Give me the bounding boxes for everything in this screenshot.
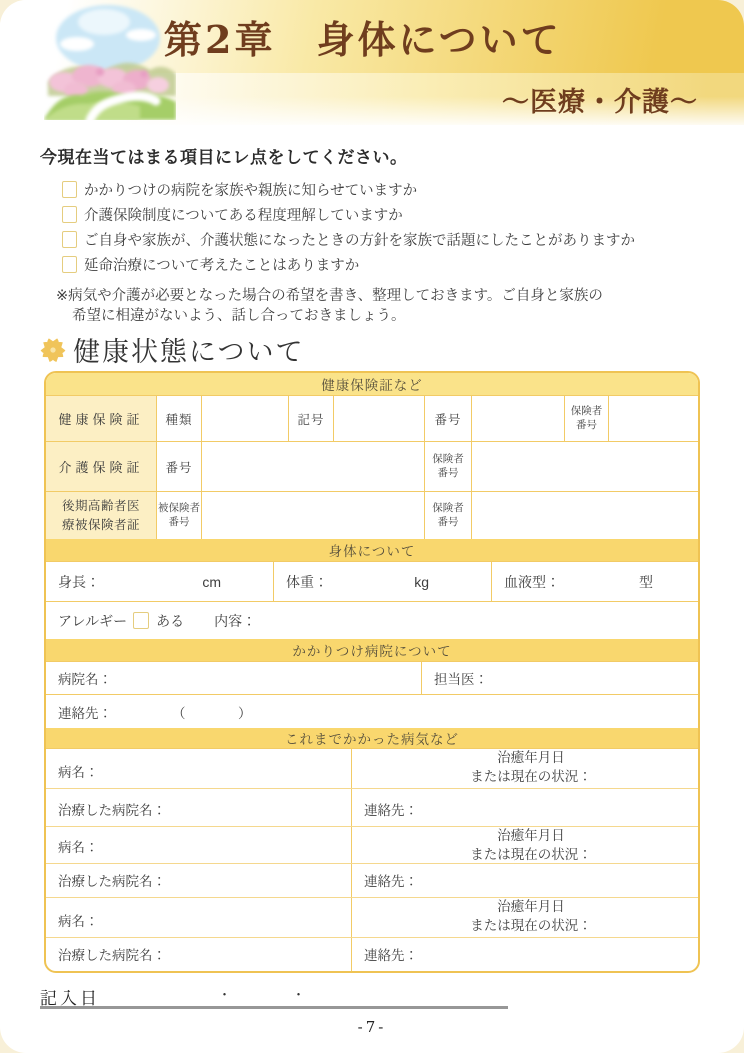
- blood-type-field[interactable]: [491, 562, 698, 601]
- paren-open: （: [172, 705, 186, 721]
- treated-hospital-field[interactable]: 治療した病院名：: [58, 948, 166, 963]
- number-label: 番号: [424, 396, 471, 441]
- checklist-item-label: 介護保険制度についてある程度理解していますか: [84, 208, 403, 224]
- number-field[interactable]: [471, 396, 564, 441]
- disease-row: [46, 826, 698, 863]
- blood-type-label: 血液型：: [504, 573, 560, 590]
- body-measurements-row: [46, 561, 698, 601]
- hospital-row: [46, 661, 698, 694]
- care-insurer-number-label: 保険者番号: [424, 442, 471, 491]
- checklist-item: [40, 227, 712, 252]
- treated-hospital-row: [46, 788, 698, 826]
- height-label: 身長：: [58, 573, 100, 590]
- care-number-label: 番号: [156, 442, 201, 491]
- cured-date-field[interactable]: 治癒年月日 または現在の状況：: [351, 827, 698, 863]
- cured-date-field[interactable]: 治癒年月日 または現在の状況：: [351, 898, 698, 937]
- band-disease: これまでかかった病気など: [46, 728, 698, 748]
- weight-label: 体重：: [286, 573, 328, 590]
- allergy-field[interactable]: [46, 602, 698, 639]
- insured-number-label: 被保険者番号: [156, 492, 201, 539]
- health-form-table: [44, 371, 700, 973]
- allergy-checkbox[interactable]: [133, 612, 149, 629]
- note-line: 希望に相違がないよう、話し合っておきましょう。: [72, 308, 406, 324]
- checklist-section: [40, 143, 712, 326]
- care-number-field[interactable]: [201, 442, 424, 491]
- checklist-item-label: 延命治療について考えたことはありますか: [84, 258, 360, 274]
- disease-row: [46, 897, 698, 937]
- paren-close: ）: [238, 705, 252, 721]
- checklist-item-label: かかりつけの病院を家族や親族に知らせていますか: [84, 183, 418, 199]
- checklist-note: [40, 286, 712, 326]
- treated-hospital-row: [46, 863, 698, 897]
- disease-contact-field[interactable]: 連絡先：: [351, 938, 698, 971]
- checklist-item: [40, 252, 712, 277]
- kind-field[interactable]: [201, 396, 288, 441]
- insured-number-field[interactable]: [201, 492, 424, 539]
- chapter-title: 第2章 身体について: [164, 17, 562, 62]
- page-number: -7-: [357, 1018, 387, 1036]
- cured-date-field[interactable]: 治癒年月日 または現在の状況：: [351, 749, 698, 788]
- allergy-option-label: ある: [156, 612, 185, 629]
- disease-name-field[interactable]: 病名：: [58, 840, 99, 855]
- elderly-insurance-row: [46, 491, 698, 539]
- band-body: 身体について: [46, 539, 698, 561]
- note-line: ※病気や介護が必要となった場合の希望を書き、整理しておきます。ご自身と家族の: [56, 288, 603, 304]
- elderly-insurance-label: 後期高齢者医療被保険者証: [46, 492, 156, 539]
- contact-label: 連絡先：: [58, 705, 112, 721]
- care-insurance-label: 介護保険証: [46, 442, 156, 491]
- hospital-name-field[interactable]: 病院名：: [58, 672, 112, 687]
- disease-name-field[interactable]: 病名：: [58, 914, 99, 929]
- date-separator-dot: ・: [292, 987, 306, 1002]
- section-title: [38, 330, 304, 369]
- health-insurance-label: 健康保険証: [46, 396, 156, 441]
- weight-field[interactable]: [273, 562, 491, 601]
- fill-date-label: 記入日: [40, 989, 100, 1008]
- symbol-field[interactable]: [333, 396, 424, 441]
- insurer-number-field[interactable]: [608, 396, 698, 441]
- checklist-item: [40, 202, 712, 227]
- chapter-subtitle: ～医療・介護～: [502, 86, 698, 118]
- hospital-contact-row: [46, 694, 698, 728]
- care-insurance-row: [46, 441, 698, 491]
- insurer-number-label: 保険者番号: [564, 396, 608, 441]
- checkbox[interactable]: [62, 181, 77, 198]
- disease-name-field[interactable]: 病名：: [58, 765, 99, 780]
- checklist-item-label: ご自身や家族が、介護状態になったときの方針を家族で話題にしたことがありますか: [84, 233, 635, 249]
- weight-unit: kg: [414, 573, 429, 590]
- date-separator-dot: ・: [218, 987, 232, 1002]
- section-title-text: 健康状態について: [73, 337, 305, 367]
- kind-label: 種類: [156, 396, 201, 441]
- checkbox[interactable]: [62, 256, 77, 273]
- elderly-insurer-number-field[interactable]: [471, 492, 698, 539]
- care-insurer-number-field[interactable]: [471, 442, 698, 491]
- height-field[interactable]: [46, 562, 273, 601]
- checkbox[interactable]: [62, 231, 77, 248]
- symbol-label: 記号: [288, 396, 333, 441]
- treated-hospital-row: [46, 937, 698, 971]
- fill-date-line[interactable]: [40, 984, 508, 1009]
- chapter-header: [0, 0, 744, 125]
- elderly-insurer-number-label: 保険者番号: [424, 492, 471, 539]
- health-insurance-row: [46, 395, 698, 441]
- band-hospital: かかりつけ病院について: [46, 639, 698, 661]
- band-insurance: 健康保険証など: [46, 373, 698, 395]
- doctor-field[interactable]: 担当医：: [421, 662, 698, 694]
- checkbox[interactable]: [62, 206, 77, 223]
- allergy-content-label: 内容：: [214, 612, 257, 629]
- landscape-illustration-icon: [44, 2, 176, 120]
- disease-contact-field[interactable]: 連絡先：: [351, 864, 698, 897]
- allergy-label: アレルギー: [58, 612, 128, 629]
- treated-hospital-field[interactable]: 治療した病院名：: [58, 874, 166, 889]
- treated-hospital-field[interactable]: 治療した病院名：: [58, 803, 166, 818]
- checklist-heading: 今現在当てはまる項目にレ点をしてください。: [40, 148, 408, 167]
- allergy-row: [46, 601, 698, 639]
- height-unit: cm: [202, 573, 221, 590]
- hospital-contact-field[interactable]: [46, 695, 698, 728]
- disease-row: [46, 748, 698, 788]
- sakura-icon: [38, 335, 68, 365]
- blood-type-unit: 型: [639, 573, 653, 590]
- checklist-item: [40, 177, 712, 202]
- disease-contact-field[interactable]: 連絡先：: [351, 789, 698, 826]
